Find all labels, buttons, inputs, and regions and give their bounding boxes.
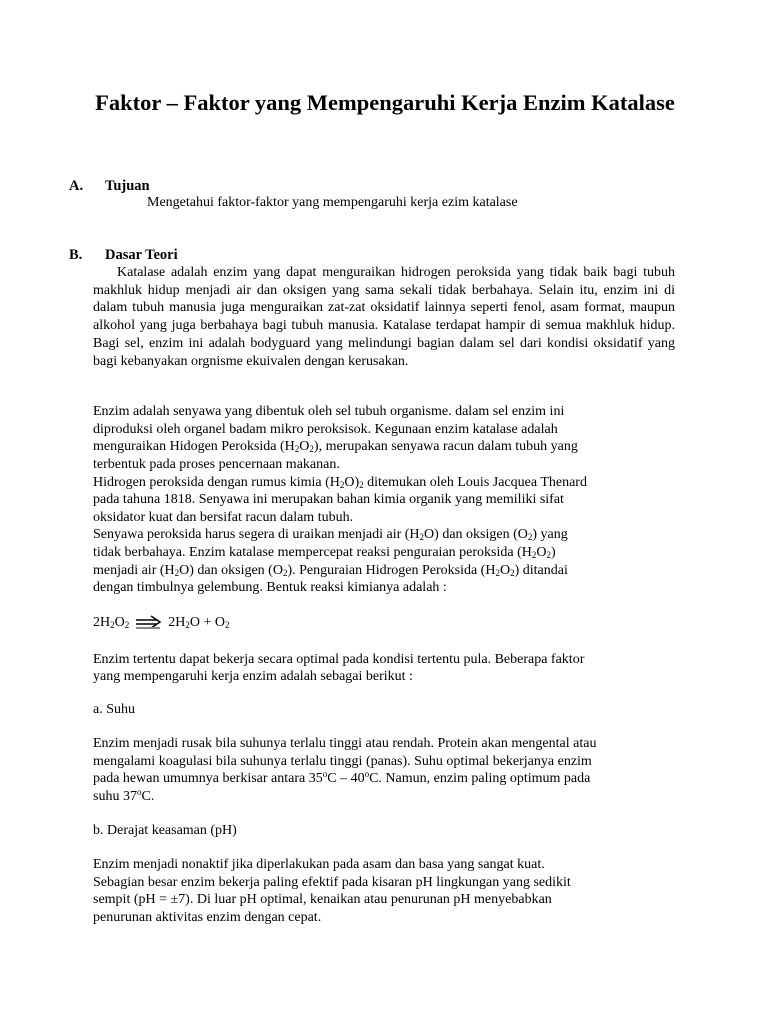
section-b-letter: B. (69, 247, 83, 263)
text-line: Enzim menjadi rusak bila suhunya terlalu tinggi atau rendah. Protein akan mengental atau (93, 736, 597, 751)
text-line: Senyawa peroksida harus segera di uraikan menjadi air $(H_2O)$ dan oksigen $(O_2)$ yang (93, 527, 568, 542)
section-a-letter: A. (69, 178, 84, 194)
paragraph-katalase: Katalase adalah enzim yang dapat menguraikan hidrogen peroksida yang tidak baik bagi tubuh makhluk hidup menjadi air dan oksigen yang sama sekali tidak berbahaya. Selain itu, enzim ini di dalam tubuh manusia juga menguraikan zat-zat oksidatif lainnya seperti fenol, asam format, maupun alkohol yang juga berbahaya bagi tubuh manusia. Katalase terdapat hampir di semua makhluk hidup. Bagi sel, enzim ini adalah bodyguard yang melindungi bagian dalam sel dari kondisi oksidatif yang bagi kebanyakan orgnisme ekuivalen dengan kerusakan. (93, 265, 675, 369)
section-b-title: Dasar Teori (105, 247, 178, 263)
section-a-text: Mengetahui faktor-faktor yang mempengaruhi kerja ezim katalase (147, 195, 518, 210)
text-line: Sebagian besar enzim bekerja paling efektif pada kisaran pH lingkungan yang sedikit (93, 875, 571, 890)
text-line: pada tahuna 1818. Senyawa ini merupakan bahan kimia organik yang memiliki sifat (93, 492, 564, 507)
text-line: menguraikan Hidogen Peroksida $(H_2O_2)$, merupakan senyawa racun dalam tubuh yang (93, 439, 578, 454)
text-line: Enzim adalah senyawa yang dibentuk oleh sel tubuh organisme. dalam sel enzim ini (93, 404, 565, 419)
section-a-heading (69, 178, 150, 195)
text-line: pada hewan umumnya berkisar antara 35$^o$C – 40$^o$C. Namun, enzim paling optimum pada (93, 769, 591, 786)
section-a-title: Tujuan (105, 178, 150, 194)
text-line: dengan timbulnya gelembung. Bentuk reaksi kimianya adalah : (93, 580, 447, 595)
text-line: mengalami koagulasi bila suhunya terlalu tinggi (panas). Suhu optimal bekerjanya enzim (93, 754, 592, 769)
reaction-arrow-icon (135, 615, 163, 631)
text-line: Enzim menjadi nonaktif jika diperlakukan pada asam dan basa yang sangat kuat. (93, 857, 545, 872)
text-line: yang mempengaruhi kerja enzim adalah sebagai berikut : (93, 669, 413, 684)
text-line: sempit (pH = ±7). Di luar pH optimal, kenaikan atau penurunan pH menyebabkan (93, 892, 552, 907)
text-line: penurunan aktivitas enzim dengan cepat. (93, 910, 322, 925)
subheading-suhu: a. Suhu (93, 702, 135, 717)
text-line: Enzim tertentu dapat bekerja secara optimal pada kondisi tertentu pula. Beberapa faktor (93, 652, 585, 667)
text-line: suhu 37$^o$C. (93, 787, 155, 804)
text-line: oksidator kuat dan bersifat racun dalam tubuh. (93, 510, 354, 525)
text-line: Hidrogen peroksida dengan rumus kimia $(H_2O)_2$ ditemukan oleh Louis Jacquea Thenard (93, 475, 587, 490)
text-line: tidak berbahaya. Enzim katalase mempercepat reaksi penguraian peroksida $(H_2O_2)$ (93, 545, 556, 560)
page-title: Faktor – Faktor yang Mempengaruhi Kerja Enzim Katalase (95, 90, 675, 115)
text-line: terbentuk pada proses pencernaan makanan. (93, 457, 340, 472)
reaction-equation: $2H_2O_2$ $2H_2O + O_2$ (93, 615, 230, 630)
text-line: diproduksi oleh organel badam mikro peroksisok. Kegunaan enzim katalase adalah (93, 422, 558, 437)
section-b-heading (69, 247, 178, 264)
text-line: menjadi air $(H_2O)$ dan oksigen $(O_2)$. Penguraian Hidrogen Peroksida $(H_2O_2)$ ditandai (93, 563, 568, 578)
subheading-ph: b. Derajat keasaman (pH) (93, 823, 237, 838)
